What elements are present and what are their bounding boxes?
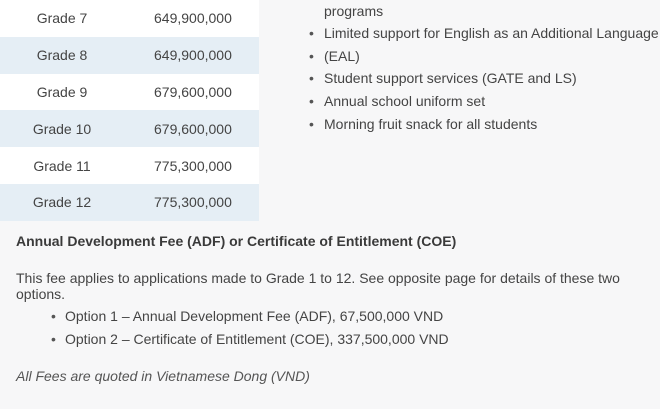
table-row [0, 110, 259, 147]
adf-description: This fee applies to applications made to Grade 1 to 12. See opposite page for details of these two options. [16, 270, 620, 302]
amount-cell: 679,600,000 [154, 83, 232, 100]
list-item: • Morning fruit snack for all students [306, 113, 660, 136]
grade-cell: Grade 10 [32, 120, 92, 137]
option-item: • Option 1 – Annual Development Fee (ADF), 67,500,000 VND [51, 307, 449, 330]
grade-cell: Grade 12 [32, 194, 92, 211]
list-item: • (EAL) [306, 45, 660, 68]
amount-cell: 775,300,000 [154, 194, 232, 211]
fee-table [0, 0, 259, 221]
grade-cell: Grade 11 [33, 157, 91, 174]
table-row [0, 147, 259, 184]
table-row [0, 0, 259, 37]
table-row [0, 74, 259, 111]
list-item: • Student support services (GATE and LS) [306, 67, 660, 90]
currency-note: All Fees are quoted in Vietnamese Dong (VND) [16, 368, 310, 384]
amount-cell: 649,900,000 [154, 47, 232, 64]
table-row [0, 184, 259, 221]
fee-inclusions [306, 0, 660, 135]
grade-cell: Grade 8 [36, 47, 88, 64]
grade-cell: Grade 7 [36, 10, 88, 27]
table-row [0, 37, 259, 74]
list-item: • Annual school uniform set [306, 90, 660, 113]
grade-cell: Grade 9 [36, 83, 88, 100]
adf-heading: Annual Development Fee (ADF) or Certificate of Entitlement (COE) [16, 233, 457, 249]
amount-cell: 775,300,000 [154, 157, 232, 174]
list-item: • Limited support for English as an Additional Language [306, 22, 660, 45]
amount-cell: 649,900,000 [154, 10, 232, 27]
list-item-continuation: programs [324, 3, 384, 19]
amount-cell: 679,600,000 [154, 120, 232, 137]
adf-options-list [51, 307, 449, 353]
option-item: • Option 2 – Certificate of Entitlement (COE), 337,500,000 VND [51, 330, 449, 353]
